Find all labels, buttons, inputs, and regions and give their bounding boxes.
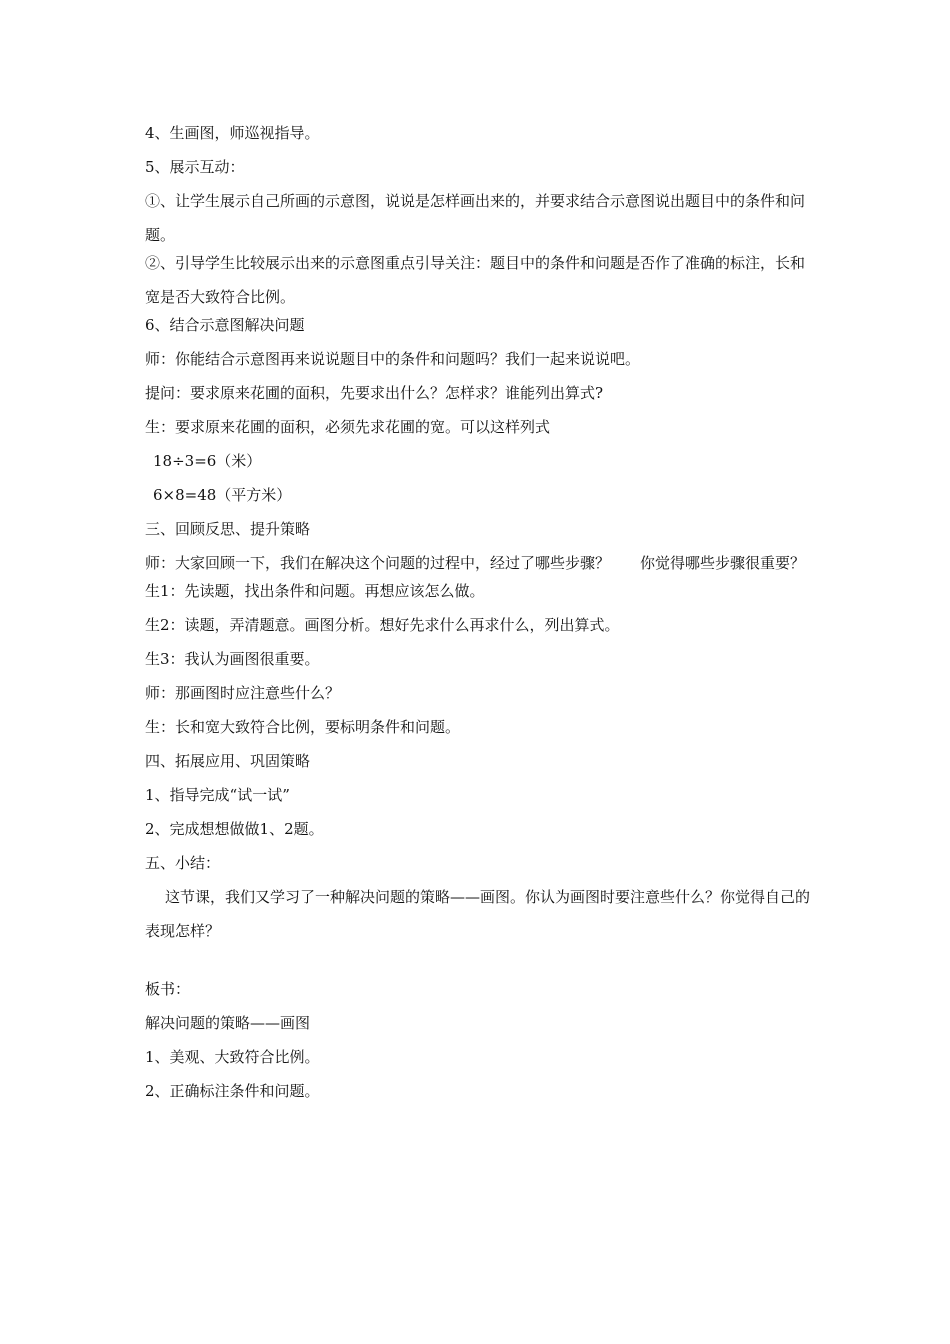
step-6-solve: 6、结合示意图解决问题 (145, 316, 305, 334)
task-1: 1、指导完成“试一试” (145, 786, 290, 804)
task-2: 2、完成想想做做1、2题。 (145, 820, 324, 838)
student-answer: 生：要求原来花圃的面积，必须先求花圃的宽。可以这样列式 (145, 418, 551, 436)
formula-area: 6×8=48（平方米） (153, 486, 292, 504)
teacher-question: 师：那画图时应注意些什么？ (145, 684, 341, 702)
student-3-answer: 生3：我认为画图很重要。 (145, 650, 320, 668)
section-3-heading: 三、回顾反思、提升策略 (145, 520, 311, 538)
student-answer-ratio: 生：长和宽大致符合比例，要标明条件和问题。 (145, 718, 461, 736)
teacher-review: 师：大家回顾一下，我们在解决这个问题的过程中，经过了哪些步骤？ 你觉得哪些步骤很重要？ (145, 554, 806, 572)
spacer (145, 948, 810, 978)
board-point-1: 1、美观、大致符合比例。 (145, 1048, 320, 1066)
board-title: 解决问题的策略——画图 (145, 1014, 311, 1032)
question-line: 提问：要求原来花圃的面积，先要求出什么？怎样求？谁能列出算式? (145, 384, 604, 402)
board-label: 板书： (145, 980, 191, 998)
summary-text: 这节课，我们又学习了一种解决问题的策略——画图。你认为画图时要注意些什么？你觉得自己的表现怎样？ (145, 888, 811, 940)
summary-paragraph (145, 880, 810, 948)
section-4-heading: 四、拓展应用、巩固策略 (145, 752, 311, 770)
display-point-1: ①、让学生展示自己所画的示意图，说说是怎样画出来的，并要求结合示意图说出题目中的条件和问题。 (145, 192, 806, 244)
teacher-prompt: 师：你能结合示意图再来说说题目中的条件和问题吗？我们一起来说说吧。 (145, 350, 641, 368)
step-5-display: 5、展示互动： (145, 158, 245, 176)
display-point-2: ②、引导学生比较展示出来的示意图重点引导关注：题目中的条件和问题是否作了准确的标注，长和宽是否大致符合比例。 (145, 254, 806, 306)
step-4-drawing: 4、生画图，师巡视指导。 (145, 124, 320, 142)
formula-width: 18÷3=6（米） (153, 452, 262, 470)
student-2-answer: 生2：读题，弄清题意。画图分析。想好先求什么再求什么，列出算式。 (145, 616, 620, 634)
student-1-answer: 生1：先读题，找出条件和问题。再想应该怎么做。 (145, 582, 485, 600)
document-body (145, 122, 810, 1114)
section-5-heading: 五、小结： (145, 854, 221, 872)
board-point-2: 2、正确标注条件和问题。 (145, 1082, 320, 1100)
